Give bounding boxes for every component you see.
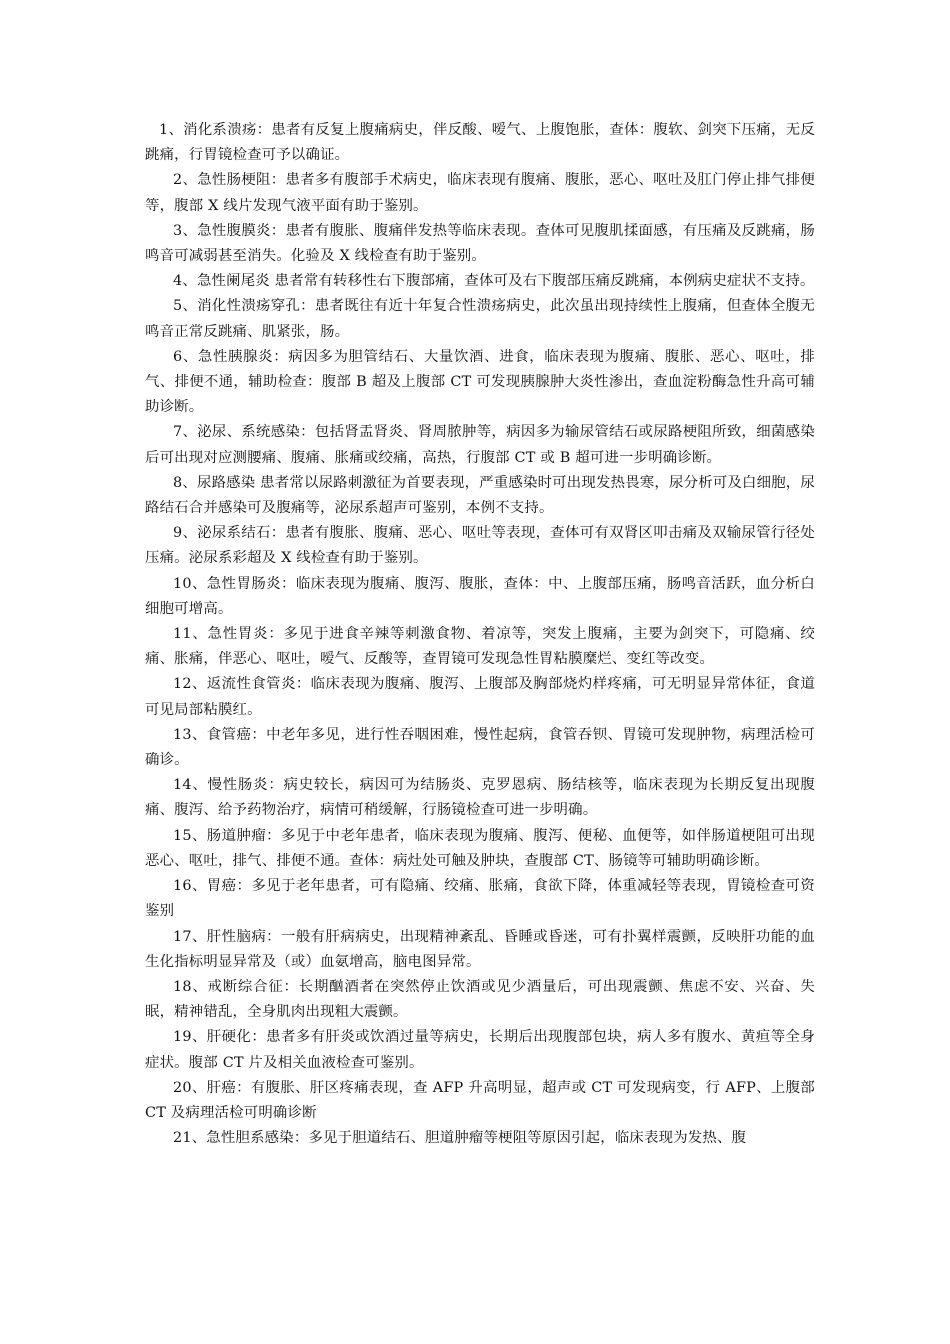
paragraph-5: 5、消化性溃疡穿孔：患者既往有近十年复合性溃疡病史，此次虽出现持续性上腹痛，但查体全腹无鸣音正常反跳痛、肌紧张，肠。 [145,298,815,340]
paragraph-19: 19、肝硬化：患者多有肝炎或饮酒过量等病史，长期后出现腹部包块，病人多有腹水、黄疸等全身症状。腹部 CT 片及相关血液检查可鉴别。 [145,1029,815,1071]
paragraph-2: 2、急性肠梗阻：患者多有腹部手术病史，临床表现有腹痛、腹胀，恶心、呕吐及肛门停止排气排便等，腹部 X 线片发现气液平面有助于鉴别。 [145,172,815,214]
paragraph-7: 7、泌尿、系统感染：包括肾盂肾炎、肾周脓肿等，病因多为输尿管结石或尿路梗阻所致，细菌感染后可出现对应测腰痛、腹痛、胀痛或绞痛，高热，行腹部 CT 或 B 超可进一步明确诊断。 [145,424,815,466]
paragraph-14: 14、慢性肠炎：病史较长，病因可为结肠炎、克罗恩病、肠结核等，临床表现为长期反复出现腹痛、腹泻、给予药物治疗，病情可稍缓解，行肠镜检查可进一步明确。 [145,777,815,819]
paragraph-9: 9、泌尿系结石：患者有腹胀、腹痛、恶心、呕吐等表现，查体可有双肾区叩击痛及双输尿管行径处压痛。泌尿系彩超及 X 线检查有助于鉴别。 [145,525,815,567]
paragraph-1: 1、消化系溃疡：患者有反复上腹痛病史，伴反酸、嗳气、上腹饱胀，查体：腹软、剑突下压痛，无反跳痛，行胃镜检查可予以确证。 [145,122,815,164]
paragraph-16: 16、胃癌：多见于老年患者，可有隐痛、绞痛、胀痛，食欲下降，体重减轻等表现，胃镜检查可资鉴别 [145,878,815,920]
paragraph-10: 10、急性胃肠炎：临床表现为腹痛、腹泻、腹胀，查体：中、上腹部压痛，肠鸣音活跃，血分析白细胞可增高。 [145,575,815,617]
paragraph-13: 13、食管癌：中老年多见，进行性吞咽困难，慢性起病，食管吞钡、胃镜可发现肿物，病理活检可确诊。 [145,726,815,769]
paragraph-3: 3、急性腹膜炎：患者有腹胀、腹痛伴发热等临床表现。查体可见腹肌揉面感，有压痛及反跳痛，肠鸣音可减弱甚至消失。化验及 X 线检查有助于鉴别。 [145,222,815,265]
paragraph-15: 15、肠道肿瘤：多见于中老年患者，临床表现为腹痛、腹泻、便秘、血便等，如伴肠道梗阻可出现恶心、呕吐，排气、排便不通。查体：病灶处可触及肿块，查腹部 CT、肠镜等可辅助明确诊断。 [145,827,815,869]
paragraph-6: 6、急性胰腺炎：病因多为胆管结石、大量饮酒、进食，临床表现为腹痛、腹胀、恶心、呕吐，排气、排便不通，辅助检查：腹部 B 超及上腹部 CT 可发现胰腺肿大炎性渗出，查血淀粉酶急性升高可辅助诊断。 [145,348,815,416]
paragraph-12: 12、返流性食管炎：临床表现为腹痛、腹泻、上腹部及胸部烧灼样疼痛，可无明显异常体征，食道可见局部粘膜红。 [145,676,815,718]
paragraph-4: 4、急性阑尾炎 患者常有转移性右下腹部痛，查体可及右下腹部压痛反跳痛，本例病史症状不支持。 [173,273,815,290]
paragraph-21: 21、急性胆系感染：多见于胆道结石、胆道肿瘤等梗阻等原因引起，临床表现为发热、腹 [173,1130,747,1147]
paragraph-11: 11、急性胃炎：多见于进食辛辣等刺激食物、着凉等，突发上腹痛，主要为剑突下，可隐痛、绞痛、胀痛，伴恶心、呕吐，嗳气、反酸等，查胃镜可发现急性胃粘膜糜烂、变红等改变。 [145,626,815,668]
paragraph-17: 17、肝性脑病：一般有肝病病史，出现精神紊乱、昏睡或昏迷，可有扑翼样震颤，反映肝功能的血生化指标明显异常及（或）血氨增高，脑电图异常。 [145,928,815,970]
paragraph-8: 8、尿路感染 患者常以尿路刺激征为首要表现，严重感染时可出现发热畏寒，尿分析可及白细胞，尿路结石合并感染可及腹痛等，泌尿系超声可鉴别，本例不支持。 [145,474,815,517]
paragraph-20: 20、肝癌：有腹胀、肝区疼痛表现，查 AFP 升高明显，超声或 CT 可发现病变，行 AFP、上腹部 CT 及病理活检可明确诊断 [145,1079,815,1121]
paragraph-18: 18、戒断综合征：长期酗酒者在突然停止饮酒或见少酒量后，可出现震颤、焦虑不安、兴奋、失眠，精神错乱，全身肌肉出现粗大震颤。 [145,978,815,1021]
document-body [145,118,815,1151]
